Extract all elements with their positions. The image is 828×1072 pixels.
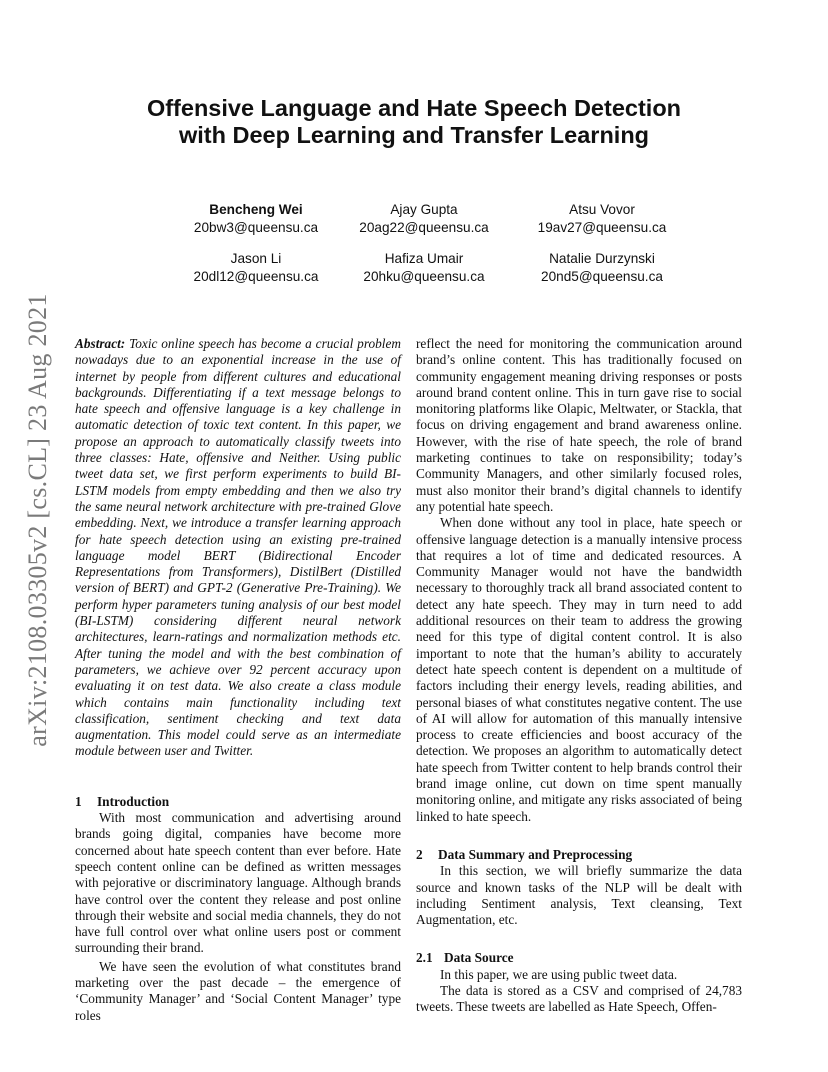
paragraph: The data is stored as a CSV and comprised of 24,783 tweets. These tweets are labelled as Hate Speech, Offen- [416,982,742,1015]
author-block [324,250,524,286]
paragraph: When done without any tool in place, hate speech or offensive language detection is a manually intensive process that requires a lot of time and dedicated resources. A Community Manager would not have the bandwidth necessary to thoroughly track all brand associated content to detect any hate speech. They may in turn need to add additional resources on their team to address the growing need for this type of digital content control. It is also important to note that the human’s ability to accurately detect hate speech content is dependent on a multitude of factors including their energy levels, reading abilities, and personal biases of what constitutes negative content. The use of AI will allow for automation of this manually intensive process to create efficiencies and boost accuracy of the detection. We proposes an algorithm to automatically detect hate speech from Twitter content to help brands control their brand image online, cut down on time spent manually monitoring online, and mitigate any risks associated of being linked to hate speech. [416,515,742,824]
paper-title-line-1: Offensive Language and Hate Speech Detection [146,95,682,121]
author-email: 20ag22@queensu.ca [359,220,489,235]
author-name: Natalie Durzynski [549,251,655,266]
section-heading-introduction [75,794,401,810]
paragraph: reflect the need for monitoring the communication around brand’s online content. This has traditionally focused on community engagement meaning driving responses or posts around brand content online. This in turn gave rise to social monitoring platforms like Olapic, Meltwater, or Stackla, that focus on driving engagement and brand awareness online. However, with the rise of hate speech, the role of brand marketing continues to take on responsibility; today’s Community Managers, and other similarly focused roles, must also monitor their brand’s digital channels to identify any potential hate speech. [416,336,742,514]
section-number: 2.1 [416,950,433,966]
paper-title-line-2: with Deep Learning and Transfer Learning [178,122,650,148]
paragraph: In this section, we will briefly summarize the data source and known tasks of the NLP will be dealt with including Sentiment analysis, Text cleansing, Text Augmentation, etc. [416,863,742,928]
author-name: Hafiza Umair [384,251,464,266]
author-name: Atsu Vovor [569,202,635,217]
arxiv-identifier-stamp: arXiv:2108.03305v2 [cs.CL] 23 Aug 2021 [23,293,52,747]
section-title: Introduction [97,793,170,809]
author-email: 20nd5@queensu.ca [541,269,663,284]
author-name: Bencheng Wei [209,202,303,217]
author-block [502,250,702,286]
right-column [416,336,742,1016]
paper-title [0,95,828,149]
author-name: Ajay Gupta [390,202,458,217]
subsection-heading-data-source [416,950,742,966]
section-number: 2 [416,846,423,862]
abstract-text: Toxic online speech has become a crucial problem nowadays due to an exponential increase in the use of internet by people from different cultures and educational backgrounds. Differentiating if a text message belongs to hate speech and offensive language is a key challenge in automatic detection of toxic text content. In this paper, we propose an approach to automatically classify tweets into three classes: Hate, offensive and Neither. Using public tweet data set, we first perform experiments to build BI-LSTM models from empty embedding and then we also try the same neural network architecture with pre-trained Glove embedding. Next, we introduce a transfer learning approach for hate speech detection using an existing pre-trained language model BERT (Bidirectional Encoder Representations from Transformers), DistilBert (Distilled version of BERT) and GPT-2 (Generative Pre-Training). We perform hyper parameters tuning analysis of our best model (BI-LSTM) considering different neural network architectures, learn-ratings and normalization methods etc. After tuning the model and with the best combination of parameters, we achieve over 92 percent accuracy upon evaluating it on test data. We also create a class module which contains main functionality including text classification, sentiment checking and text data augmentation. This model could serve as an intermediate module between user and Twitter. [75,336,402,759]
author-email: 19av27@queensu.ca [537,220,667,235]
paragraph: With most communication and advertising around brands going digital, companies have become more concerned about hate speech content than ever before. Hate speech content online can be defined as written messages with pejorative or discriminatory language. Although brands have control over the content they release and post online through their website and social media channels, they do not have full control over what online users post or comment surrounding their brand. [75,810,401,956]
author-block [502,201,702,237]
paragraph: We have seen the evolution of what constitutes brand marketing over the past decade – the emergence of ‘Community Manager’ and ‘Social Content Manager’ type roles [75,958,401,1023]
left-column [75,336,401,1024]
author-email: 20dl12@queensu.ca [193,269,319,284]
section-heading-data-summary [416,847,742,863]
abstract [75,336,401,760]
author-email: 20bw3@queensu.ca [193,220,319,235]
author-email: 20hku@queensu.ca [363,269,485,284]
author-name: Jason Li [230,251,282,266]
section-title: Data Summary and Preprocessing [438,846,633,862]
paragraph: In this paper, we are using public tweet data. [440,966,678,982]
section-title: Data Source [444,950,514,966]
section-number: 1 [75,793,82,809]
author-block [324,201,524,237]
abstract-label: Abstract: [75,336,126,351]
